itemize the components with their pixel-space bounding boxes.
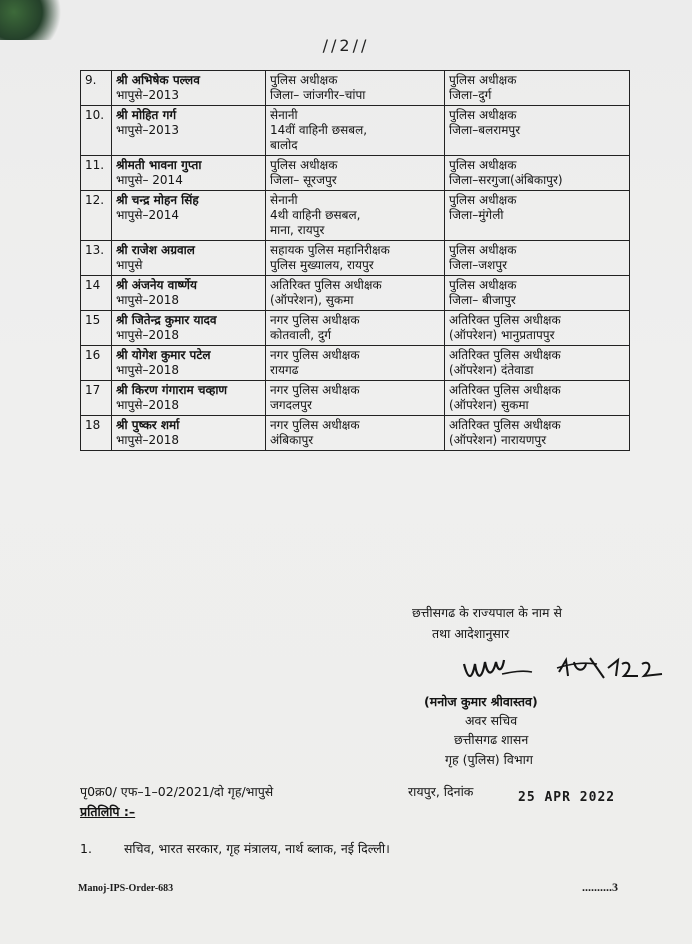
new-post-line: अतिरिक्त पुलिस अधीक्षक	[449, 348, 561, 362]
officer-cell	[112, 276, 266, 311]
new-post-line: पुलिस अधीक्षक	[449, 243, 517, 257]
table-row	[81, 276, 630, 311]
current-post-line: जिला– जांजगीर–चांपा	[270, 88, 366, 102]
row-number: 15	[81, 311, 112, 346]
officer-cell	[112, 241, 266, 276]
new-post-line: (ऑपरेशन) भानुप्रतापपुर	[449, 328, 555, 342]
new-post-cell	[445, 346, 630, 381]
current-post-line: जिला– सूरजपुर	[270, 173, 337, 187]
new-post-line: पुलिस अधीक्षक	[449, 278, 517, 292]
new-post-line: जिला–बलरामपुर	[449, 123, 521, 137]
new-post-line: पुलिस अधीक्षक	[449, 73, 517, 87]
reference-number: पृ0क्र0/ एफ–1–02/2021/दो गृह/भापुसे	[80, 784, 274, 799]
current-post-cell	[266, 311, 445, 346]
current-post-line: अंबिकापुर	[270, 433, 314, 447]
background-foliage	[0, 0, 70, 40]
officer-name: श्री अंजनेय वार्ष्णेय	[116, 278, 197, 292]
authority-line-2: तथा आदेशानुसार	[432, 626, 510, 641]
officer-name: श्री राजेश अग्रवाल	[116, 243, 195, 257]
authority-line-1: छत्तीसगढ के राज्यपाल के नाम से	[412, 605, 562, 620]
department-name: गृह (पुलिस) विभाग	[445, 752, 533, 767]
copy-item-text: सचिव, भारत सरकार, गृह मंत्रालय, नार्थ ब्लाक, नई दिल्ली।	[123, 841, 390, 856]
officer-batch: भापुसे–2018	[116, 398, 180, 412]
officer-name: श्री योगेश कुमार पटेल	[116, 348, 211, 362]
current-post-line: माना, रायपुर	[270, 223, 325, 237]
new-post-cell	[445, 381, 630, 416]
row-number: 16	[81, 346, 112, 381]
officer-batch: भापुसे–2013	[116, 123, 180, 137]
officer-batch: भापुसे–2014	[116, 208, 180, 222]
new-post-line: अतिरिक्त पुलिस अधीक्षक	[449, 383, 561, 397]
copy-item-number: 1.	[80, 841, 92, 856]
officer-name: श्री किरण गंगाराम चव्हाण	[116, 383, 228, 397]
officer-batch: भापुसे–2018	[116, 328, 180, 342]
officer-cell	[112, 346, 266, 381]
place-date-label: रायपुर, दिनांक	[408, 784, 474, 799]
current-post-line: सेनानी	[270, 193, 298, 207]
signatory-name: (मनोज कुमार श्रीवास्तव)	[424, 694, 538, 709]
table-row	[81, 106, 630, 156]
current-post-line: अतिरिक्त पुलिस अधीक्षक	[270, 278, 382, 292]
new-post-cell	[445, 311, 630, 346]
current-post-line: बालोद	[270, 138, 298, 152]
officer-cell	[112, 191, 266, 241]
officer-name: श्री मोहित गर्ग	[116, 108, 177, 122]
officer-name: श्रीमती भावना गुप्ता	[116, 158, 202, 172]
current-post-cell	[266, 416, 445, 451]
new-post-line: (ऑपरेशन) सुकमा	[449, 398, 529, 412]
handwritten-signature	[462, 650, 677, 690]
table-row	[81, 346, 630, 381]
new-post-line: जिला–जशपुर	[449, 258, 508, 272]
new-post-cell	[445, 416, 630, 451]
table-row	[81, 416, 630, 451]
table-row	[81, 71, 630, 106]
current-post-line: जगदलपुर	[270, 398, 312, 412]
row-number: 18	[81, 416, 112, 451]
new-post-line: पुलिस अधीक्षक	[449, 158, 517, 172]
new-post-line: जिला–दुर्ग	[449, 88, 492, 102]
officer-batch: भापुसे–2018	[116, 363, 180, 377]
officer-batch: भापुसे– 2014	[116, 173, 183, 187]
officer-cell	[112, 71, 266, 106]
copy-item	[80, 840, 390, 857]
continued-marker: ..........3	[582, 880, 618, 894]
table-row	[81, 191, 630, 241]
officer-batch: भापुसे	[116, 258, 143, 272]
row-number: 13.	[81, 241, 112, 276]
current-post-cell	[266, 381, 445, 416]
officer-name: श्री जितेन्द्र कुमार यादव	[116, 313, 217, 327]
current-post-line: नगर पुलिस अधीक्षक	[270, 348, 360, 362]
new-post-cell	[445, 276, 630, 311]
current-post-cell	[266, 106, 445, 156]
current-post-cell	[266, 241, 445, 276]
new-post-cell	[445, 191, 630, 241]
row-number: 17	[81, 381, 112, 416]
new-post-line: पुलिस अधीक्षक	[449, 193, 517, 207]
current-post-line: सहायक पुलिस महानिरीक्षक	[270, 243, 390, 257]
page-number: //2//	[322, 36, 370, 55]
new-post-line: जिला–सरगुजा(अंबिकापुर)	[449, 173, 563, 187]
current-post-line: पुलिस अधीक्षक	[270, 158, 338, 172]
officer-name: श्री पुष्कर शर्मा	[116, 418, 180, 432]
row-number: 10.	[81, 106, 112, 156]
table-row	[81, 381, 630, 416]
current-post-cell	[266, 276, 445, 311]
new-post-line: अतिरिक्त पुलिस अधीक्षक	[449, 418, 561, 432]
officer-cell	[112, 416, 266, 451]
officer-cell	[112, 106, 266, 156]
current-post-line: 14वीं वाहिनी छसबल,	[270, 123, 368, 137]
current-post-line: पुलिस मुख्यालय, रायपुर	[270, 258, 374, 272]
row-number: 14	[81, 276, 112, 311]
new-post-line: जिला– बीजापुर	[449, 293, 516, 307]
officer-batch: भापुसे–2018	[116, 433, 180, 447]
officer-cell	[112, 156, 266, 191]
row-number: 12.	[81, 191, 112, 241]
current-post-cell	[266, 346, 445, 381]
date-stamp: 25 APR 2022	[518, 790, 616, 805]
current-post-line: नगर पुलिस अधीक्षक	[270, 313, 360, 327]
new-post-line: जिला–मुंगेली	[449, 208, 504, 222]
transfer-table	[80, 70, 630, 451]
officer-name: श्री अभिषेक पल्लव	[116, 73, 200, 87]
new-post-cell	[445, 156, 630, 191]
current-post-cell	[266, 71, 445, 106]
current-post-line: सेनानी	[270, 108, 298, 122]
row-number: 11.	[81, 156, 112, 191]
new-post-line: (ऑपरेशन) दंतेवाडा	[449, 363, 534, 377]
current-post-cell	[266, 156, 445, 191]
table-row	[81, 156, 630, 191]
table-row	[81, 311, 630, 346]
new-post-line: अतिरिक्त पुलिस अधीक्षक	[449, 313, 561, 327]
new-post-line: (ऑपरेशन) नारायणपुर	[449, 433, 547, 447]
new-post-line: पुलिस अधीक्षक	[449, 108, 517, 122]
current-post-line: नगर पुलिस अधीक्षक	[270, 383, 360, 397]
current-post-line: पुलिस अधीक्षक	[270, 73, 338, 87]
signatory-designation: अवर सचिव	[465, 713, 518, 728]
officer-name: श्री चन्द्र मोहन सिंह	[116, 193, 199, 207]
file-reference: Manoj-IPS-Order-683	[78, 883, 174, 894]
new-post-cell	[445, 106, 630, 156]
officer-cell	[112, 381, 266, 416]
current-post-line: (ऑपरेशन), सुकमा	[270, 293, 354, 307]
current-post-line: नगर पुलिस अधीक्षक	[270, 418, 360, 432]
officer-cell	[112, 311, 266, 346]
copy-heading: प्रतिलिपि :–	[80, 804, 136, 819]
new-post-cell	[445, 241, 630, 276]
current-post-line: कोतवाली, दुर्ग	[270, 328, 331, 342]
row-number: 9.	[81, 71, 112, 106]
table-row	[81, 241, 630, 276]
government-name: छत्तीसगढ शासन	[454, 732, 529, 747]
new-post-cell	[445, 71, 630, 106]
current-post-line: 4थी वाहिनी छसबल,	[270, 208, 361, 222]
officer-batch: भापुसे–2018	[116, 293, 180, 307]
current-post-line: रायगढ	[270, 363, 299, 377]
officer-batch: भापुसे–2013	[116, 88, 180, 102]
current-post-cell	[266, 191, 445, 241]
